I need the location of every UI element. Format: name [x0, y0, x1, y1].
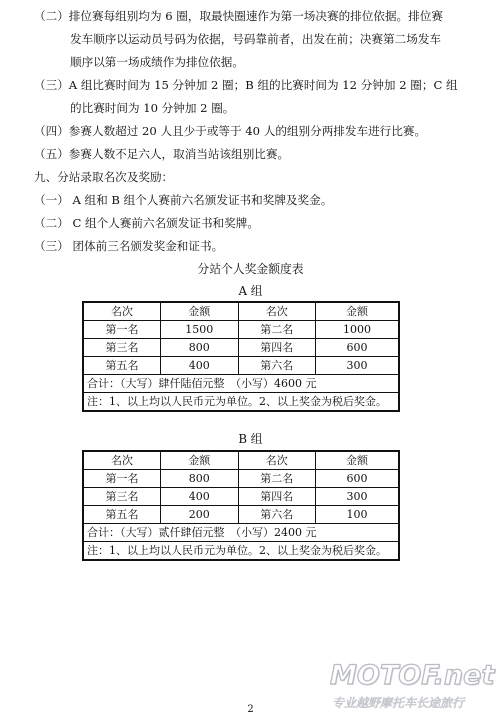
amount-cell: 1500	[160, 321, 238, 339]
table-header-row	[83, 302, 399, 321]
amount-cell: 800	[160, 339, 238, 357]
paragraph-2-line-3: 顺序以第一场成绩作为排位依据。	[70, 55, 244, 69]
total-cell: 合计：（大写）肆仟陆佰元整 （小写）4600 元	[83, 375, 399, 393]
rank-cell: 第三名	[83, 339, 160, 357]
note-cell: 注：1、以上均以人民币元为单位。2、以上奖金为税后奖金。	[83, 542, 399, 561]
total-row	[83, 524, 399, 542]
total-row	[83, 375, 399, 393]
header-rank: 名次	[83, 451, 160, 470]
header-rank: 名次	[83, 302, 160, 321]
note-row	[83, 393, 399, 412]
amount-cell: 300	[315, 488, 399, 506]
header-amount: 金额	[315, 451, 399, 470]
amount-cell: 300	[315, 357, 399, 375]
amount-cell: 400	[160, 488, 238, 506]
paragraph-3-line-2: 的比赛时间为 10 分钟加 2 圈。	[70, 101, 235, 115]
rank-cell: 第六名	[238, 506, 315, 524]
rank-cell: 第六名	[238, 357, 315, 375]
amount-cell: 400	[160, 357, 238, 375]
amount-cell: 100	[315, 506, 399, 524]
section-9-heading: 九、分站录取名次及奖励：	[34, 170, 174, 184]
header-amount: 金额	[160, 451, 238, 470]
paragraph-5: （五）参赛人数不足六人，取消当站该组别比赛。	[34, 147, 290, 161]
table-row	[83, 506, 399, 524]
paragraph-3-line-1: （三）A 组比赛时间为 15 分钟加 2 圈；B 组的比赛时间为 12 分钟加 2 圈；C 组	[34, 78, 458, 92]
amount-cell: 200	[160, 506, 238, 524]
note-cell: 注：1、以上均以人民币元为单位。2、以上奖金为税后奖金。	[83, 393, 399, 412]
group-b-label: B 组	[238, 432, 263, 446]
group-b-prize-table	[82, 450, 400, 561]
table-header-row	[83, 451, 399, 470]
rank-cell: 第五名	[83, 506, 160, 524]
paragraph-2-line-2: 发车顺序以运动员号码为依据，号码靠前者，出发在前；决赛第二场发车	[70, 32, 442, 46]
page-number: 2	[247, 704, 254, 715]
amount-cell: 1000	[315, 321, 399, 339]
table-row	[83, 339, 399, 357]
rank-cell: 第四名	[238, 339, 315, 357]
total-cell: 合计：（大写）贰仟肆佰元整 （小写）2400 元	[83, 524, 399, 542]
table-row	[83, 321, 399, 339]
table-row	[83, 357, 399, 375]
header-amount: 金额	[160, 302, 238, 321]
watermark-sub-text: 专业越野摩托车长途旅行	[332, 696, 465, 710]
reward-item-2: （二） C 组个人赛前六名颁发证书和奖牌。	[34, 216, 259, 230]
amount-cell: 600	[315, 339, 399, 357]
rank-cell: 第四名	[238, 488, 315, 506]
header-rank: 名次	[238, 451, 315, 470]
reward-item-1: （一） A 组和 B 组个人赛前六名颁发证书和奖牌及奖金。	[34, 193, 333, 207]
table-row	[83, 470, 399, 488]
note-row	[83, 542, 399, 561]
rank-cell: 第三名	[83, 488, 160, 506]
rank-cell: 第一名	[83, 470, 160, 488]
watermark-main-text: MOTOF.net	[330, 660, 495, 691]
rank-cell: 第一名	[83, 321, 160, 339]
prize-table-title: 分站个人奖金额度表	[197, 262, 304, 276]
paragraph-2-line-1: （二）排位赛每组别均为 6 圈，取最快圈速作为第一场决赛的排位依据。排位赛	[34, 9, 443, 23]
amount-cell: 800	[160, 470, 238, 488]
group-a-prize-table	[82, 301, 400, 412]
rank-cell: 第二名	[238, 470, 315, 488]
table-row	[83, 488, 399, 506]
rank-cell: 第二名	[238, 321, 315, 339]
header-rank: 名次	[238, 302, 315, 321]
header-amount: 金额	[315, 302, 399, 321]
paragraph-4: （四）参赛人数超过 20 人且少于或等于 40 人的组别分两排发车进行比赛。	[34, 124, 427, 138]
amount-cell: 600	[315, 470, 399, 488]
group-a-label: A 组	[238, 284, 263, 298]
reward-item-3: （三） 团体前三名颁发奖金和证书。	[34, 239, 224, 253]
rank-cell: 第五名	[83, 357, 160, 375]
